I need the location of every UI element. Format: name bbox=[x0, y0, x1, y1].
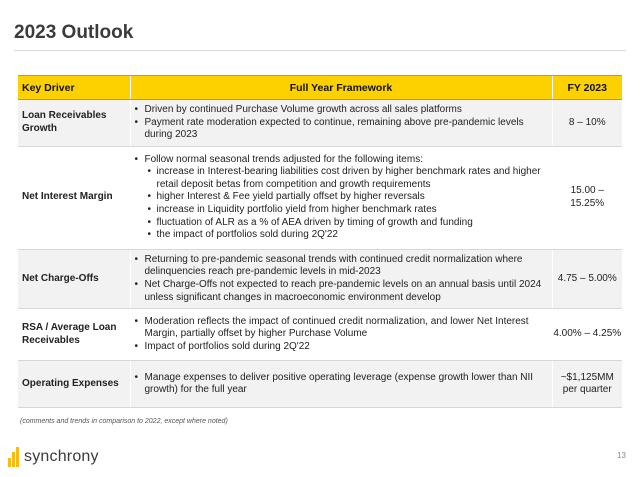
framework-bullet: • Impact of portfolios sold during 2Q'22 bbox=[145, 341, 548, 354]
logo-text: synchrony bbox=[24, 448, 99, 465]
framework-sub-bullet: • higher Interest & Fee yield partially offset by higher reversals bbox=[157, 191, 548, 204]
table-row-net-interest-margin bbox=[18, 146, 622, 249]
framework-cell bbox=[130, 249, 552, 308]
synchrony-logo bbox=[8, 446, 99, 468]
outlook-table bbox=[18, 75, 622, 408]
framework-bullet: • Payment rate moderation expected to continue, remaining above pre-pandemic levels during 2023 bbox=[145, 117, 548, 142]
framework-sub-bullet: • increase in Liquidity portfolio yield from higher benchmark rates bbox=[157, 204, 548, 217]
driver-label: RSA / Average Loan Receivables bbox=[18, 309, 130, 361]
table-row-loan-receivables-growth bbox=[18, 100, 622, 147]
table-row-rsa-average-loan-receivables bbox=[18, 309, 622, 361]
framework-sub-bullet: • increase in Interest-bearing liabilities cost driven by higher benchmark rates and higher retail deposit betas from competition and growth requirements bbox=[157, 166, 548, 191]
framework-sub-bullet: • the impact of portfolios sold during 2Q'22 bbox=[157, 229, 548, 242]
fy-value: ~$1,125MM per quarter bbox=[552, 361, 622, 408]
fy-value: 4.75 – 5.00% bbox=[552, 249, 622, 308]
framework-lead-text: Follow normal seasonal trends adjusted for the following items: bbox=[144, 153, 423, 165]
title-divider bbox=[14, 50, 626, 51]
framework-bullet bbox=[145, 154, 548, 242]
table-row-operating-expenses bbox=[18, 361, 622, 408]
fy-value: 8 – 10% bbox=[552, 100, 622, 147]
framework-bullet: • Moderation reflects the impact of continued credit normalization, and lower Net Interest Margin, partially offset by higher Purchase Volume bbox=[145, 316, 548, 341]
driver-label: Operating Expenses bbox=[18, 361, 130, 408]
table-header-row bbox=[18, 76, 622, 100]
fy-value: 4.00% – 4.25% bbox=[552, 309, 622, 361]
framework-bullet: • Driven by continued Purchase Volume growth across all sales platforms bbox=[145, 104, 548, 117]
header-full-year-framework: Full Year Framework bbox=[130, 76, 552, 100]
framework-cell bbox=[130, 361, 552, 408]
driver-label: Net Charge-Offs bbox=[18, 249, 130, 308]
footnote: (comments and trends in comparison to 2022, except where noted) bbox=[20, 418, 228, 425]
driver-label: Net Interest Margin bbox=[18, 146, 130, 249]
framework-cell bbox=[130, 100, 552, 147]
framework-cell bbox=[130, 146, 552, 249]
header-fy-2023: FY 2023 bbox=[552, 76, 622, 100]
framework-sub-bullet: • fluctuation of ALR as a % of AEA driven by timing of growth and funding bbox=[157, 217, 548, 230]
driver-label: Loan Receivables Growth bbox=[18, 100, 130, 147]
page-number: 13 bbox=[617, 451, 626, 460]
synchrony-bars-icon bbox=[8, 447, 20, 467]
framework-bullet: • Manage expenses to deliver positive operating leverage (expense growth lower than NII growth) for the full year bbox=[145, 372, 548, 397]
fy-value: 15.00 – 15.25% bbox=[552, 146, 622, 249]
framework-bullet: • Net Charge-Offs not expected to reach pre-pandemic levels on an annual basis until 2024 unless significant changes in macroeconomic environment develop bbox=[145, 279, 548, 304]
framework-cell bbox=[130, 309, 552, 361]
table-row-net-charge-offs bbox=[18, 249, 622, 308]
framework-bullet: • Returning to pre-pandemic seasonal trends with continued credit normalization where delinquencies reach pre-pandemic levels in mid-2023 bbox=[145, 254, 548, 279]
page-title: 2023 Outlook bbox=[14, 22, 134, 43]
header-key-driver: Key Driver bbox=[18, 76, 130, 100]
